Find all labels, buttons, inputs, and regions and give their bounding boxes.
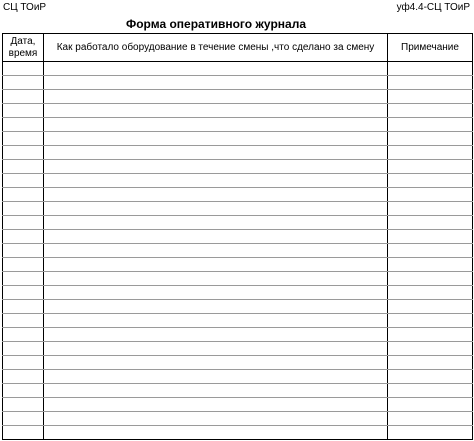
cell-note[interactable] <box>388 384 473 398</box>
table-row <box>3 370 473 384</box>
cell-note[interactable] <box>388 300 473 314</box>
cell-work[interactable] <box>44 104 388 118</box>
cell-work[interactable] <box>44 174 388 188</box>
table-row <box>3 286 473 300</box>
cell-date[interactable] <box>3 328 44 342</box>
cell-date[interactable] <box>3 286 44 300</box>
cell-date[interactable] <box>3 76 44 90</box>
cell-note[interactable] <box>388 342 473 356</box>
cell-work[interactable] <box>44 90 388 104</box>
cell-note[interactable] <box>388 426 473 440</box>
cell-date[interactable] <box>3 384 44 398</box>
cell-date[interactable] <box>3 146 44 160</box>
cell-note[interactable] <box>388 202 473 216</box>
table-row <box>3 146 473 160</box>
table-row <box>3 62 473 76</box>
cell-work[interactable] <box>44 384 388 398</box>
table-row <box>3 398 473 412</box>
cell-work[interactable] <box>44 202 388 216</box>
cell-work[interactable] <box>44 118 388 132</box>
cell-note[interactable] <box>388 146 473 160</box>
title-text: Форма оперативного журнала <box>125 17 306 31</box>
header-org-left: СЦ ТОиР <box>3 2 47 13</box>
cell-date[interactable] <box>3 426 44 440</box>
cell-date[interactable] <box>3 160 44 174</box>
table-row <box>3 412 473 426</box>
table-row <box>3 328 473 342</box>
cell-work[interactable] <box>44 286 388 300</box>
table-row <box>3 132 473 146</box>
cell-note[interactable] <box>388 160 473 174</box>
cell-note[interactable] <box>388 356 473 370</box>
table-row <box>3 188 473 202</box>
table-row <box>3 118 473 132</box>
cell-date[interactable] <box>3 356 44 370</box>
table-row <box>3 314 473 328</box>
cell-work[interactable] <box>44 258 388 272</box>
cell-date[interactable] <box>3 272 44 286</box>
cell-date[interactable] <box>3 174 44 188</box>
cell-date[interactable] <box>3 314 44 328</box>
cell-note[interactable] <box>388 244 473 258</box>
cell-date[interactable] <box>3 188 44 202</box>
table-row <box>3 258 473 272</box>
cell-work[interactable] <box>44 300 388 314</box>
cell-date[interactable] <box>3 300 44 314</box>
column-header-date: Дата, время <box>3 34 44 62</box>
cell-work[interactable] <box>44 272 388 286</box>
table-row <box>3 90 473 104</box>
cell-note[interactable] <box>388 258 473 272</box>
table-row <box>3 426 473 440</box>
cell-work[interactable] <box>44 398 388 412</box>
table-row <box>3 174 473 188</box>
cell-note[interactable] <box>388 230 473 244</box>
cell-date[interactable] <box>3 202 44 216</box>
column-header-note: Примечание <box>388 34 473 62</box>
cell-work[interactable] <box>44 244 388 258</box>
cell-note[interactable] <box>388 272 473 286</box>
table-row <box>3 160 473 174</box>
cell-note[interactable] <box>388 328 473 342</box>
table-row <box>3 356 473 370</box>
cell-date[interactable] <box>3 132 44 146</box>
table-row <box>3 272 473 286</box>
cell-work[interactable] <box>44 342 388 356</box>
cell-date[interactable] <box>3 230 44 244</box>
cell-note[interactable] <box>388 104 473 118</box>
cell-date[interactable] <box>3 370 44 384</box>
cell-note[interactable] <box>388 62 473 76</box>
cell-note[interactable] <box>388 118 473 132</box>
table-row <box>3 300 473 314</box>
cell-note[interactable] <box>388 174 473 188</box>
cell-work[interactable] <box>44 160 388 174</box>
cell-date[interactable] <box>3 244 44 258</box>
table-row <box>3 216 473 230</box>
cell-note[interactable] <box>388 216 473 230</box>
cell-date[interactable] <box>3 412 44 426</box>
cell-note[interactable] <box>388 132 473 146</box>
cell-work[interactable] <box>44 370 388 384</box>
journal-table <box>2 33 473 440</box>
table-row <box>3 76 473 90</box>
cell-work[interactable] <box>44 314 388 328</box>
cell-work[interactable] <box>44 62 388 76</box>
cell-work[interactable] <box>44 76 388 90</box>
cell-note[interactable] <box>388 370 473 384</box>
column-header-work: Как работало оборудование в течение смены ,что сделано за смену <box>44 34 388 62</box>
cell-work[interactable] <box>44 188 388 202</box>
cell-date[interactable] <box>3 118 44 132</box>
table-row <box>3 342 473 356</box>
cell-work[interactable] <box>44 146 388 160</box>
table-row <box>3 104 473 118</box>
cell-date[interactable] <box>3 104 44 118</box>
cell-date[interactable] <box>3 216 44 230</box>
cell-work[interactable] <box>44 132 388 146</box>
header-form-code: уф4.4-СЦ ТОиР <box>396 2 470 13</box>
cell-note[interactable] <box>388 314 473 328</box>
cell-note[interactable] <box>388 90 473 104</box>
cell-work[interactable] <box>44 230 388 244</box>
cell-date[interactable] <box>3 90 44 104</box>
page-title <box>0 16 474 32</box>
cell-work[interactable] <box>44 328 388 342</box>
cell-note[interactable] <box>388 76 473 90</box>
cell-date[interactable] <box>3 342 44 356</box>
cell-note[interactable] <box>388 188 473 202</box>
table-header-row <box>3 34 473 62</box>
journal-table-body <box>3 62 473 440</box>
cell-work[interactable] <box>44 426 388 440</box>
table-row <box>3 202 473 216</box>
cell-note[interactable] <box>388 286 473 300</box>
cell-date[interactable] <box>3 398 44 412</box>
cell-work[interactable] <box>44 216 388 230</box>
cell-work[interactable] <box>44 356 388 370</box>
table-row <box>3 384 473 398</box>
table-row <box>3 244 473 258</box>
cell-note[interactable] <box>388 412 473 426</box>
cell-note[interactable] <box>388 398 473 412</box>
cell-work[interactable] <box>44 412 388 426</box>
cell-date[interactable] <box>3 258 44 272</box>
table-row <box>3 230 473 244</box>
cell-date[interactable] <box>3 62 44 76</box>
